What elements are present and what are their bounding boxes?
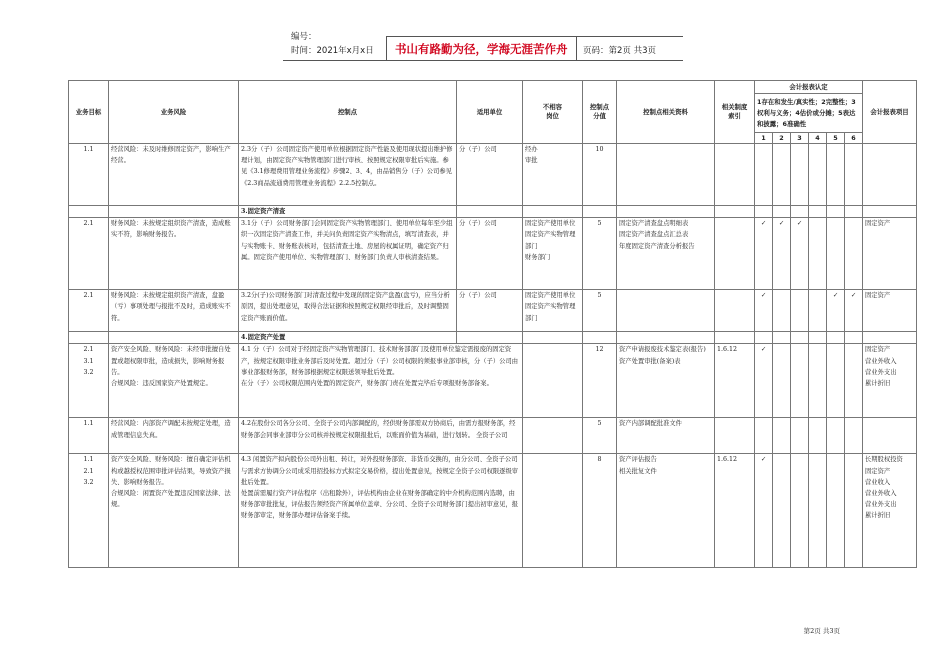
assert-5: 5 [827,133,845,144]
incompat-cell: 固定资产使用单位 固定资产实物管理部门 [523,290,583,332]
incompat-cell: 经办 审批 [523,144,583,206]
control-cell: 4.3 闲置资产拟向股份公司外出租、转让，对外投财务部资、非货币交换的，由分公司、全资子公司与需求方协调分公司成采用招投标方式拟定交易价格，提出处置意见，按规定全资子公司权限逐级审批后处置。 处置前需履行资产评估程序（出租除外），评估机构由企业在财务部确定的中介机构范围内选聘，由财务部审批批复，评估报告须经资产所属单位盖章、分公司、全资子公司财务部门提出初审意见，报财务部审定，财务部办理评估备案手续。 [239,454,523,568]
goal-cell: 2.1 [69,218,109,290]
control-cell: 2.3分（子）公司固定资产使用单位根据固定资产性能及使用现状提出维护修理计划，由固定资产实物管理部门进行审核、按照规定权限审批后实施。参见《3.1修理费用管理业务流程》步骤2、3、4，由品销售分（子）公司参见《2.3商品流通费用管理业务流程》2.2.5控制点。 [239,144,457,206]
assertion-legend: 1存在和发生/真实性；2完整性；3权利与义务；4估价或分摊；5表达和披露；6准确性 [755,94,863,133]
col-material: 控制点相关资料 [617,81,715,144]
col-score: 控制点 分值 [583,81,617,144]
goal-cell: 1.1 [69,144,109,206]
risk-cell: 资产安全风险、财务风险：擅自确定评估机构或越授权范围审批评估结果，导致资产损失、影响财务报告。 合规风险：闲置资产处置违反国家法律、法规。 [109,454,239,568]
check-1: ✓ [755,344,773,418]
col-incompat: 不相容 岗位 [523,81,583,144]
section-row [69,332,917,344]
control-cell: 3.1分（子）公司财务部门会同固定资产实物管理部门、使用单位每年至少组织一次固定资产清查工作，并关问负责固定资产实物清点，填写清查表，并与实物账卡、财务账表核对，包括清查土地、房屋的权属证明，确定资产归属。固定资产使用单位、实物管理部门、财务部门负责人审核清查结果。 [239,218,457,290]
unit-cell: 分（子）公司 [457,144,523,206]
table-row [69,454,917,568]
col-goal: 业务目标 [69,81,109,144]
score-cell: 5 [583,218,617,290]
control-cell: 4.1 分（子）公司对于经固定资产实物管理部门、技术财务部部门及使用单位鉴定需报废的固定资产，按规定权限审批业务部后及时处置。超过分（子）公司权限的须报事业部审核，分（子）公司由事业部报财务部，财务部根据规定权限送领导批后处置。 在分（子）公司权限范围内处置的固定资产，财务部门责在处置完毕后专项报财务部备案。 [239,344,523,418]
unit-cell: 分（子）公司 [457,218,523,290]
assert-3: 3 [791,133,809,144]
material-cell: 固定资产清查盘点明细表 固定资产清查盘点汇总表 年度固定资产清查分析报告 [617,218,715,290]
check-1: ✓ [755,290,773,332]
table-row [69,418,917,454]
check-2: ✓ [773,218,791,290]
goal-cell: 2.1 3.1 3.2 [69,344,109,418]
score-cell: 12 [583,344,617,418]
section-row [69,206,917,218]
unit-cell: 分（子）公司 [457,290,523,332]
control-cell: 3.2分(子)公司财务部门对清查过程中发现的固定资产盘盈(盘亏)，应当分析原因，提出处理意见，取得合法证据和按照规定权限经审批后，及时调整固定资产账面价值。 [239,290,457,332]
section-title: 4.固定资产处置 [239,332,457,344]
check-5: ✓ [827,290,845,332]
goal-cell: 2.1 [69,290,109,332]
items-cell: 固定资产 [863,218,917,290]
col-assertion-title: 会计报表认定 [755,81,863,94]
risk-control-table [68,80,917,568]
header-page-info: 页码：第2页 共3页 [583,46,657,56]
risk-cell: 经营风险：内部资产调配未按规定处理，造成管理信息失真。 [109,418,239,454]
items-cell: 固定资产 营业外收入 营业外支出 累计折旧 [863,344,917,418]
check-3: ✓ [791,218,809,290]
items-cell: 长期股权投资 固定资产 营业收入 营业外收入 营业外支出 累计折旧 [863,454,917,568]
ref-cell: 1.6.12 [715,454,755,568]
check-6: ✓ [845,290,863,332]
assert-2: 2 [773,133,791,144]
header-motto: 书山有路勤为径，学海无涯苦作舟 [395,42,568,56]
table-row [69,218,917,290]
page-footer: 第2页 共3页 [803,627,840,635]
risk-cell: 财务风险：未按规定组织资产清查，盘盈（亏）事项处理与报批不及时，造成账实不符。 [109,290,239,332]
table-row [69,290,917,332]
assert-4: 4 [809,133,827,144]
col-unit: 适用单位 [457,81,523,144]
material-cell: 资产评估报告 相关批复文件 [617,454,715,568]
doc-number-label: 编号： [291,32,317,42]
col-risk: 业务风险 [109,81,239,144]
col-control: 控制点 [239,81,457,144]
goal-cell: 1.1 2.1 3.2 [69,454,109,568]
control-cell: 4.2在股份公司各分公司、全资子公司内部调配的，经供财务部需双方协商后，由需方报财务部，经财务部会同事业部审分公司核并按规定权限报批后，以账面价值为基础，进行划转。 全资子公司 [239,418,523,454]
items-cell: 固定资产 [863,290,917,332]
score-cell: 5 [583,290,617,332]
ref-cell: 1.6.12 [715,344,755,418]
risk-cell: 经营风险：未及时维修固定资产，影响生产经营。 [109,144,239,206]
table-row [69,344,917,418]
risk-cell: 财务风险：未按规定组织资产清查，造成账实不符，影响财务报告。 [109,218,239,290]
check-1: ✓ [755,454,773,568]
assert-1: 1 [755,133,773,144]
doc-time: 时间：2021年x月x日 [291,46,374,56]
section-title: 3.固定资产清查 [239,206,457,218]
goal-cell: 1.1 [69,418,109,454]
assert-6: 6 [845,133,863,144]
col-ref: 相关制度 索引 [715,81,755,144]
score-cell: 10 [583,144,617,206]
risk-cell: 资产安全风险、财务风险：未经审批擅自处置或超权限审批，造成损失，影响财务报告。 合规风险：违反国家资产处置规定。 [109,344,239,418]
check-1: ✓ [755,218,773,290]
material-cell: 资产内部调配批准文件 [617,418,715,454]
score-cell: 8 [583,454,617,568]
incompat-cell: 固定资产使用单位 固定资产实物管理部门 财务部门 [523,218,583,290]
page-header [283,26,683,72]
col-items: 会计报表项目 [863,81,917,144]
table-row [69,144,917,206]
material-cell: 资产申请报废技术鉴定表(报告) 资产处置审批(备案)表 [617,344,715,418]
score-cell: 5 [583,418,617,454]
